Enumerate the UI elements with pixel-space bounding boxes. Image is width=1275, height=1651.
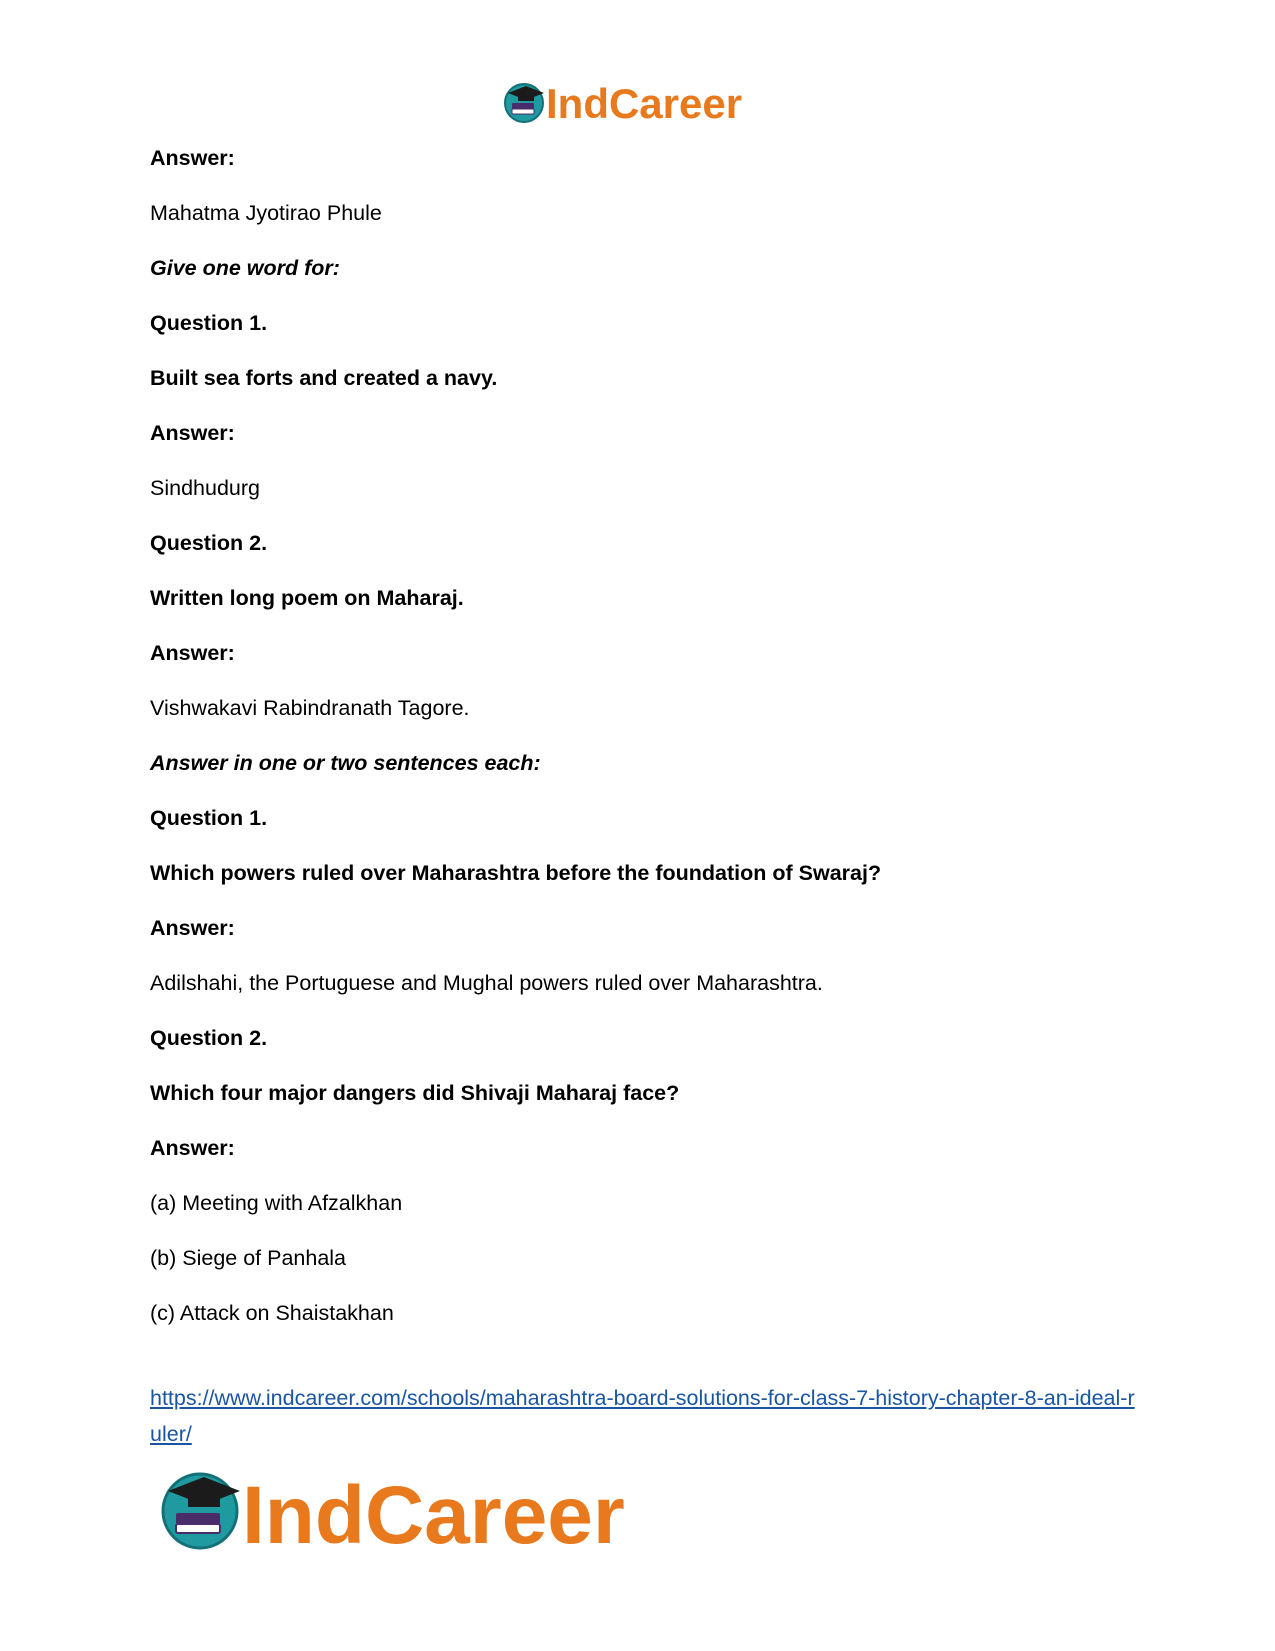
answer-label: Answer: — [150, 421, 235, 445]
answer-text: Sindhudurg — [150, 476, 260, 500]
answer-label: Answer: — [150, 916, 235, 940]
question-label: Question 1. — [150, 806, 268, 830]
footer-logo-text: IndCareer — [242, 1470, 625, 1558]
logo-text: IndCareer — [546, 80, 743, 127]
answer-text: Vishwakavi Rabindranath Tagore. — [150, 696, 470, 720]
question-label: Question 2. — [150, 531, 268, 555]
source-link[interactable]: https://www.indcareer.com/schools/maharashtra-board-solutions-for-class-7-history-chapter-8-an-ideal-ruler/ — [150, 1386, 1135, 1446]
question-text: Which four major dangers did Shivaji Maharaj face? — [150, 1081, 680, 1105]
footer-logo — [160, 1463, 700, 1558]
question-text: Built sea forts and created a navy. — [150, 366, 498, 390]
section-heading: Give one word for: — [150, 256, 340, 280]
answer-label: Answer: — [150, 146, 235, 170]
answer-text: (c) Attack on Shaistakhan — [150, 1301, 394, 1325]
logo-globe-icon — [505, 84, 544, 122]
header-logo — [502, 78, 782, 128]
answer-text: (a) Meeting with Afzalkhan — [150, 1191, 403, 1215]
answer-text: Adilshahi, the Portuguese and Mughal powers ruled over Maharashtra. — [150, 971, 823, 995]
answer-label: Answer: — [150, 1136, 235, 1160]
answer-text: (b) Siege of Panhala — [150, 1246, 347, 1270]
question-text: Written long poem on Maharaj. — [150, 586, 464, 610]
question-label: Question 1. — [150, 311, 268, 335]
document-body — [150, 143, 1150, 1353]
answer-label: Answer: — [150, 641, 235, 665]
answer-text: Mahatma Jyotirao Phule — [150, 201, 382, 225]
footer-logo-globe-icon — [163, 1474, 240, 1548]
question-text: Which powers ruled over Maharashtra before the foundation of Swaraj? — [150, 861, 882, 885]
section-heading: Answer in one or two sentences each: — [150, 751, 541, 775]
question-label: Question 2. — [150, 1026, 268, 1050]
